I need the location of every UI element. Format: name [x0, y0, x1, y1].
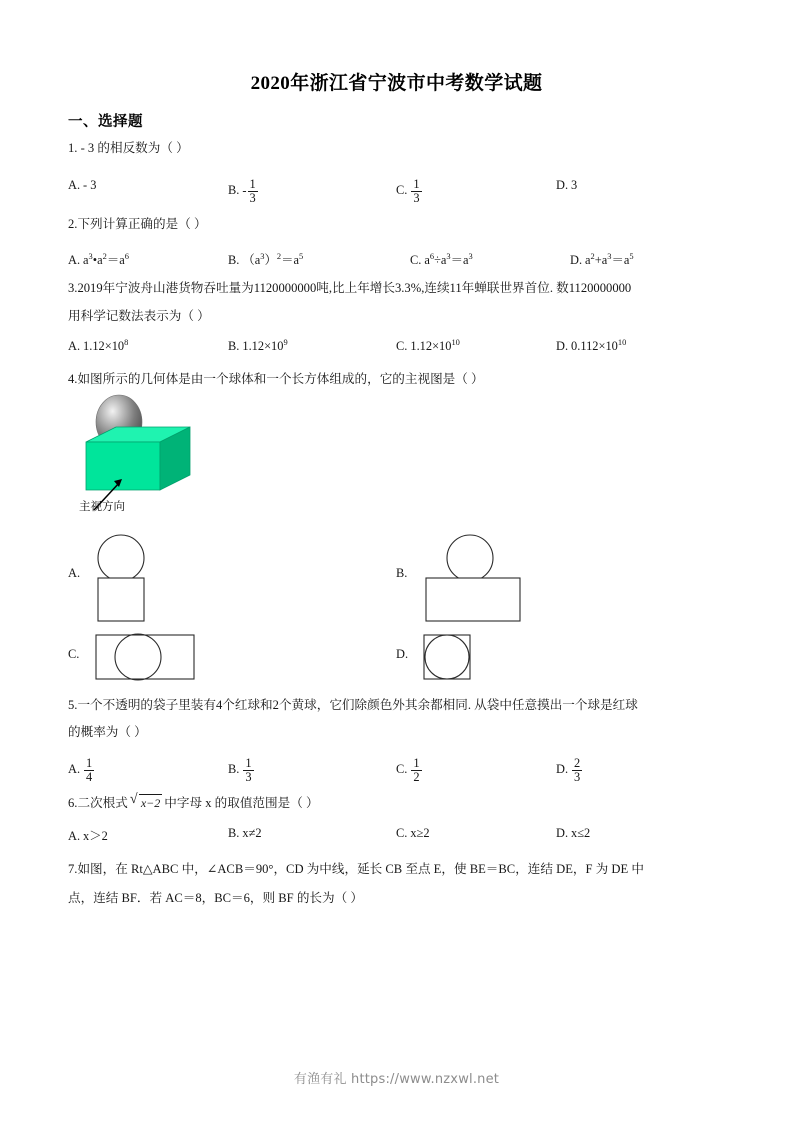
question-5-option-a[interactable] — [68, 757, 95, 784]
question-6-option-d[interactable] — [556, 826, 590, 841]
radicand: x−2 — [140, 796, 161, 810]
question-4-option-c[interactable] — [92, 631, 202, 683]
fraction-one-third — [411, 178, 421, 205]
option-letter: C. — [396, 826, 408, 840]
option-letter: B. — [228, 762, 240, 777]
option-mantissa: 1.12 — [242, 339, 265, 353]
question-7-stem-line-1: 7.如图，在 Rt△ABC 中，∠ACB＝90°，CD 为中线，延长 CB 至点 E，使 BE＝BC，连结 DE，F 为 DE 中 — [68, 862, 644, 876]
option-text: x≥2 — [410, 826, 430, 840]
option-letter: D. — [556, 339, 569, 353]
question-1-option-d[interactable] — [556, 178, 577, 193]
fraction-numerator: 2 — [574, 756, 581, 770]
option-letter: C. — [410, 253, 422, 267]
question-2-stem: 2.下列计算正确的是（ ） — [68, 217, 207, 231]
option-letter: D. — [556, 762, 569, 777]
option-letter: D. — [556, 826, 569, 840]
question-4-option-a-letter: A. — [68, 566, 81, 580]
fraction-denominator: 4 — [86, 770, 93, 785]
question-2-option-a[interactable] — [68, 250, 129, 268]
fraction-denominator: 3 — [413, 191, 420, 206]
fraction-denominator: 3 — [574, 770, 581, 785]
option-expression: $(a^3)^2=a^5$ — [242, 250, 304, 267]
question-3-option-a[interactable]: A. $1.12\times 10^8$ — [68, 336, 129, 353]
question-3-option-b[interactable]: B. $1.12\times 10^9$ — [228, 336, 288, 353]
fraction-numerator: 1 — [86, 756, 93, 770]
circle-above-wide-rect-icon — [420, 534, 530, 626]
question-1-stem: 1. - 3 的相反数为（ ） — [68, 141, 189, 155]
fraction-numerator: 1 — [249, 177, 256, 191]
fraction — [84, 757, 94, 784]
fraction — [411, 757, 421, 784]
question-6-option-c[interactable] — [396, 826, 430, 841]
option-text: x≠2 — [242, 826, 262, 840]
question-7-stem-line-2: 点，连结 BF．若 AC＝8，BC＝6，则 BF 的长为（ ） — [68, 891, 363, 905]
option-text: x≤2 — [571, 826, 591, 840]
option-letter: B. — [228, 253, 240, 267]
question-5-stem-line-1: 5.一个不透明的袋子里装有4个红球和2个黄球，它们除颜色外其余都相同. 从袋中任意摸出一个球是红球 — [68, 698, 638, 712]
fraction-denominator: 3 — [249, 191, 256, 206]
question-1-option-a[interactable] — [68, 178, 96, 193]
section-heading: 一、选择题 — [68, 114, 143, 130]
option-mantissa: 0.112 — [571, 339, 599, 353]
fraction-denominator: 3 — [245, 770, 252, 785]
fraction — [243, 757, 253, 784]
page-title: 2020年浙江省宁波市中考数学试题 — [250, 73, 543, 94]
option-letter: A. — [68, 762, 81, 777]
circle-above-square-icon — [92, 534, 164, 626]
question-1-option-c[interactable] — [396, 178, 423, 205]
question-6-option-a[interactable] — [68, 826, 108, 844]
option-exponent: 10 — [617, 336, 627, 347]
cuboid-front-face — [86, 442, 160, 490]
question-4-option-b[interactable] — [420, 534, 530, 626]
minus-sign: - — [242, 183, 247, 198]
fraction-one-third — [248, 178, 258, 205]
question-3-stem-line-2: 用科学记数法表示为（ ） — [68, 309, 210, 323]
question-4-stem: 4.如图所示的几何体是由一个球体和一个长方体组成的，它的主视图是（ ） — [68, 372, 484, 386]
option-expression: $a^3•a^2=a^6$ — [83, 250, 129, 267]
question-5-option-c[interactable] — [396, 757, 423, 784]
circle-inside-wide-rect-icon — [92, 631, 202, 683]
circle-inside-square-icon — [420, 631, 482, 683]
option-letter: B. — [228, 339, 240, 353]
question-5-stem-line-2: 的概率为（ ） — [68, 725, 147, 739]
question-6-stem — [68, 794, 319, 812]
question-4-figure-caption: 主视方向 — [79, 499, 125, 513]
question-2-option-b[interactable] — [228, 250, 303, 268]
option-text: x＞2 — [83, 829, 108, 843]
question-5-option-d[interactable] — [556, 757, 583, 784]
fraction-denominator: 2 — [413, 770, 420, 785]
radical-glyph: √ — [129, 792, 138, 807]
option-letter: A. — [68, 253, 81, 267]
fraction-numerator: 1 — [413, 177, 420, 191]
watermark-footer: 有渔有礼 https://www.nzxwl.net — [293, 1072, 500, 1087]
square-root-icon — [130, 794, 162, 812]
option-exponent: 10 — [451, 336, 460, 347]
option-expression: $a^6\div a^3=a^3$ — [424, 250, 473, 267]
question-4-option-d[interactable] — [420, 631, 482, 683]
option-mantissa: 1.12 — [410, 339, 433, 353]
question-4-option-d-letter: D. — [396, 647, 409, 661]
question-4-option-b-letter: B. — [396, 566, 408, 580]
option-letter: A. — [68, 829, 81, 843]
question-5-option-b[interactable] — [228, 757, 255, 784]
question-2-option-d[interactable] — [570, 250, 634, 268]
option-letter: B. — [228, 826, 240, 840]
question-3-option-d[interactable]: D. $0.112\times 10^{10}$ — [556, 336, 627, 353]
question-6-stem-suffix: 中字母 x 的取值范围是（ ） — [164, 796, 319, 810]
option-text: 3 — [571, 178, 578, 192]
option-letter: C. — [396, 762, 408, 777]
question-6-option-b[interactable] — [228, 826, 262, 841]
option-letter: A. — [68, 339, 81, 353]
question-4-option-a[interactable] — [92, 534, 164, 626]
question-1-option-b[interactable] — [228, 178, 259, 205]
question-3-stem-line-1: 3.2019年宁波舟山港货物吞吐量为1120000000吨,比上年增长3.3%,连续11年蝉联世界首位. 数1120000000 — [68, 281, 632, 295]
question-4-option-c-letter: C. — [68, 647, 80, 661]
option-text: - 3 — [83, 178, 97, 192]
question-3-option-c[interactable]: C. $1.12\times 10^{10}$ — [396, 336, 460, 353]
option-exponent: 9 — [283, 336, 288, 347]
option-letter: C. — [396, 183, 408, 198]
option-mantissa: 1.12 — [83, 339, 105, 353]
fraction-numerator: 1 — [245, 756, 252, 770]
option-letter: B. — [228, 183, 240, 198]
option-exponent: 8 — [124, 336, 129, 347]
option-letter: D. — [556, 178, 569, 192]
fraction — [572, 757, 582, 784]
option-letter: C. — [396, 339, 408, 353]
option-letter: A. — [68, 178, 81, 192]
option-expression: $a^2+a^3=a^5$ — [585, 250, 634, 267]
question-2-option-c[interactable] — [410, 250, 473, 268]
fraction-numerator: 1 — [413, 756, 420, 770]
question-6-stem-prefix: 6.二次根式 — [68, 796, 128, 810]
option-letter: D. — [570, 253, 583, 267]
